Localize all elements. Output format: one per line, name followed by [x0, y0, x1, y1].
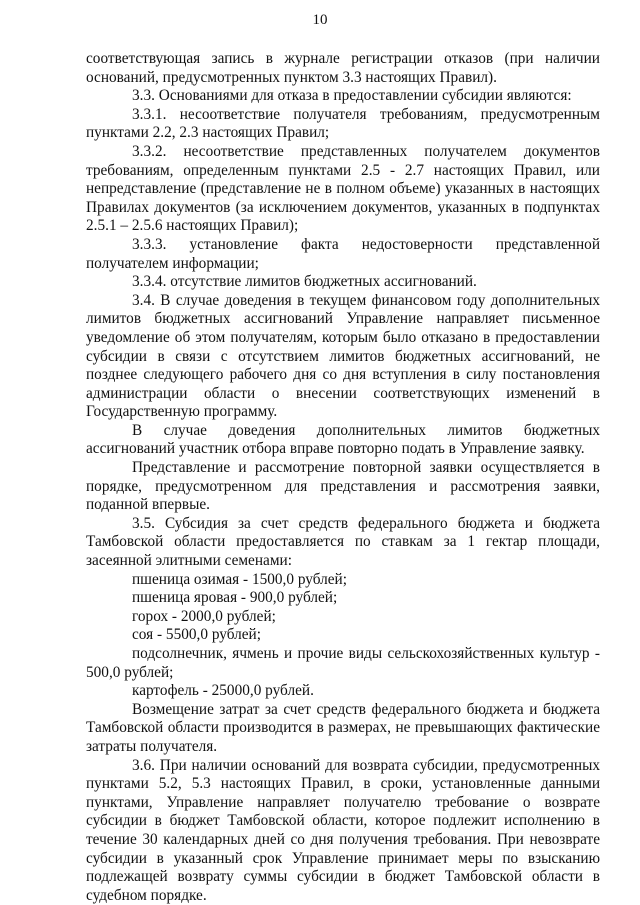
- paragraph: подсолнечник, ячмень и прочие виды сельскохозяйственных культур - 500,0 рублей;: [86, 645, 600, 681]
- paragraph: Возмещение затрат за счет средств федерального бюджета и бюджета Тамбовской области производится в размерах, не превышающих фактические затраты получателя.: [86, 700, 600, 755]
- paragraph: 3.3. Основаниями для отказа в предоставлении субсидии являются:: [132, 87, 572, 105]
- paragraph: 3.5. Субсидия за счет средств федерального бюджета и бюджета Тамбовской области предоставляется по ставкам за 1 гектар площади, засеянной элитными семенами:: [86, 514, 600, 570]
- list-item: соя - 5500,0 рублей;: [132, 626, 261, 644]
- paragraph: 3.3.2. несоответствие представленных получателем документов требованиям, определенным пунктами 2.5 - 2.7 настоящих Правил, или непредставление (представление не в полном объеме) указанных в настоящих Правилах документов (за исключением документов, указанных в подпунктах 2.5.1 – 2.5.6 настоящих Правил);: [86, 142, 600, 235]
- paragraph: Представление и рассмотрение повторной заявки осуществляется в порядке, предусмотренном для представления и рассмотрения заявки, поданной впервые.: [86, 459, 600, 514]
- paragraph: В случае доведения дополнительных лимитов бюджетных ассигнований участник отбора вправе повторно подать в Управление заявку.: [86, 421, 600, 458]
- paragraph: 3.3.3. установление факта недостоверности представленной получателем информации;: [86, 235, 600, 272]
- paragraph: 3.4. В случае доведения в текущем финансовом году дополнительных лимитов бюджетных ассигнований Управление направляет письменное уведомление об этом получателям, которым было отказано в предоставлении субсидии в связи с отсутствием лимитов бюджетных ассигнований, не позднее следующего рабочего дня со дня вступления в силу постановления администрации области о внесении соответствующих изменений в Государственную программу.: [86, 291, 600, 421]
- list-item: пшеница яровая - 900,0 рублей;: [132, 589, 338, 607]
- list-item: пшеница озимая - 1500,0 рублей;: [132, 570, 347, 588]
- page-number: 10: [312, 12, 328, 28]
- paragraph: соответствующая запись в журнале регистрации отказов (при наличии оснований, предусмотренных пунктом 3.3 настоящих Правил).: [86, 50, 600, 86]
- paragraph: 3.3.1. несоответствие получателя требованиям, предусмотренным пунктами 2.2, 2.3 настоящих Правил;: [86, 105, 600, 142]
- paragraph: 3.3.4. отсутствие лимитов бюджетных ассигнований.: [132, 273, 477, 291]
- document-body: [86, 50, 600, 905]
- list-item: картофель - 25000,0 рублей.: [132, 682, 314, 700]
- paragraph: 3.6. При наличии оснований для возврата субсидии, предусмотренных пунктами 5.2, 5.3 настоящих Правил, в сроки, установленные данными пунктами, Управление направляет получателю требование о возврате субсидии в бюджет Тамбовской области, которое подлежит исполнению в течение 30 календарных дней со дня получения требования. При невозврате субсидии в указанный срок Управление принимает меры по взысканию подлежащей возврату суммы субсидии в бюджет Тамбовской области в судебном порядке.: [86, 756, 600, 904]
- list-item: горох - 2000,0 рублей;: [132, 607, 276, 625]
